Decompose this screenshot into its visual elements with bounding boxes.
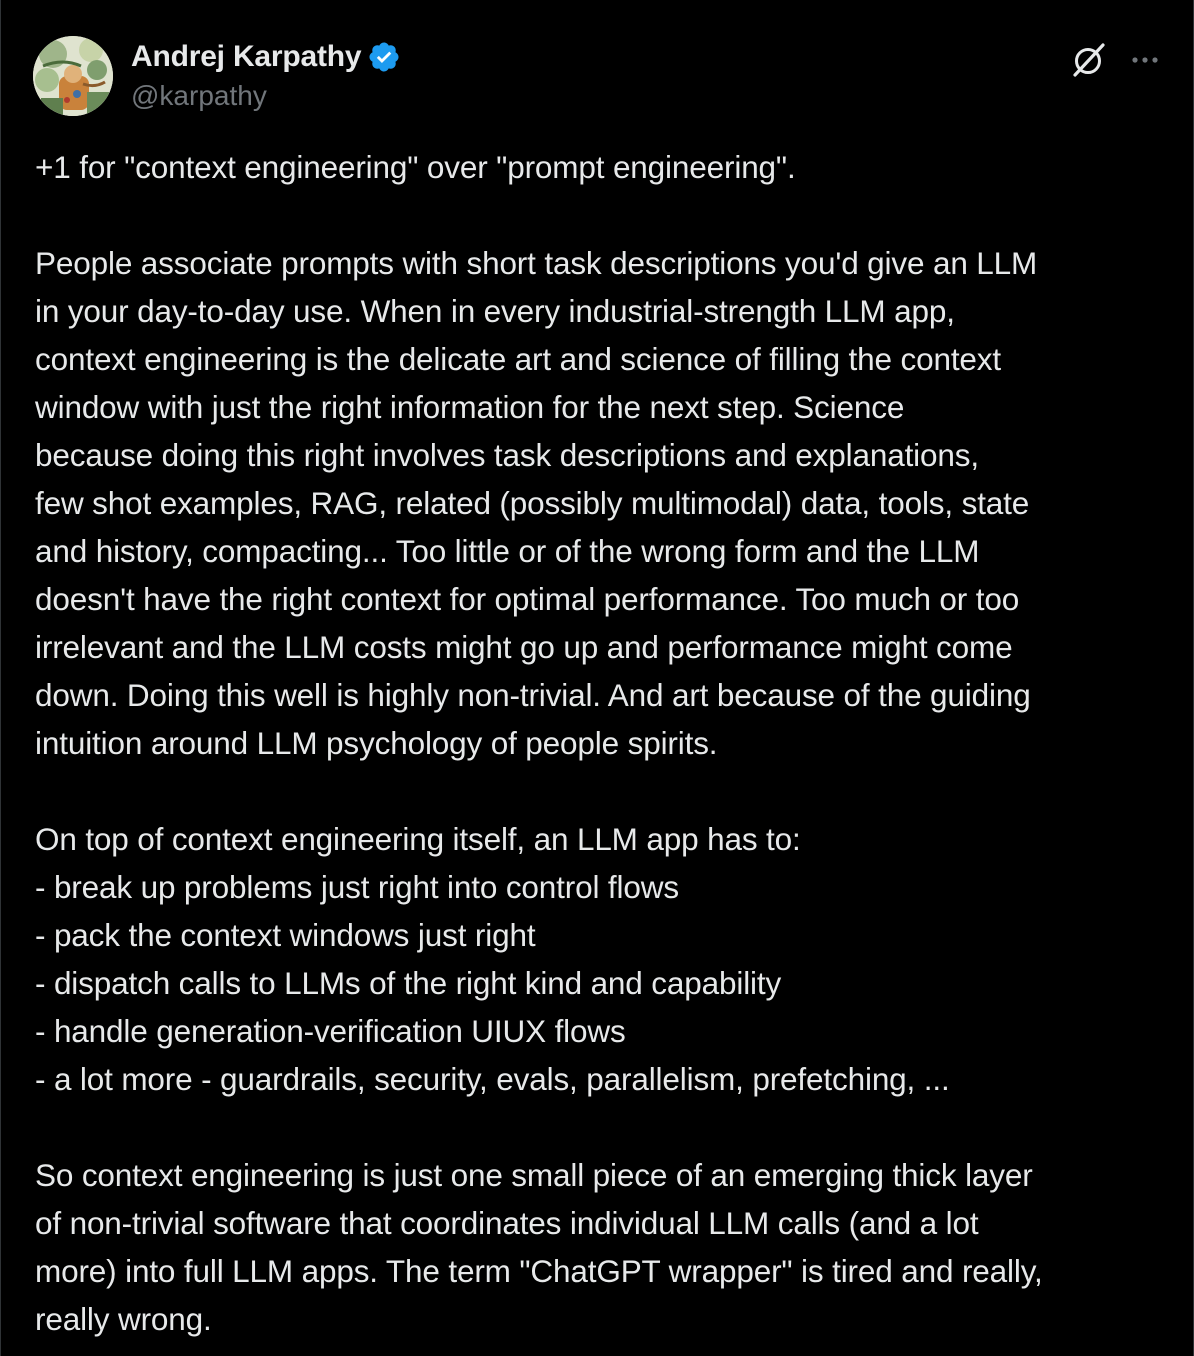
text-line: more) into full LLM apps. The term "ChatGPT wrapper" is tired and really, xyxy=(35,1253,1043,1289)
grok-icon[interactable] xyxy=(1069,40,1109,80)
tweet-text xyxy=(35,143,1175,1343)
text-line: People associate prompts with short task descriptions you'd give an LLM xyxy=(35,245,1038,281)
avatar-image xyxy=(33,36,113,116)
text-line: few shot examples, RAG, related (possibly multimodal) data, tools, state xyxy=(35,485,1030,521)
display-name-row xyxy=(131,38,401,76)
tweet-header xyxy=(33,34,1163,118)
list-item: - break up problems just right into control flows xyxy=(35,869,679,905)
list-item: - dispatch calls to LLMs of the right kind and capability xyxy=(35,965,782,1001)
profile-avatar[interactable] xyxy=(33,36,113,116)
text-line: in your day-to-day use. When in every industrial-strength LLM app, xyxy=(35,293,955,329)
tweet-paragraph xyxy=(35,239,1175,767)
list-item: - a lot more - guardrails, security, evals, parallelism, prefetching, ... xyxy=(35,1061,950,1097)
text-line: of non-trivial software that coordinates individual LLM calls (and a lot xyxy=(35,1205,979,1241)
list-item: - handle generation-verification UIUX flows xyxy=(35,1013,626,1049)
text-line: window with just the right information for the next step. Science xyxy=(35,389,905,425)
author-handle[interactable]: @karpathy xyxy=(131,80,267,111)
tweet-paragraph xyxy=(35,815,1175,1103)
more-options-icon[interactable] xyxy=(1127,42,1163,78)
text-line: really wrong. xyxy=(35,1301,212,1337)
text-line: On top of context engineering itself, an LLM app has to: xyxy=(35,821,801,857)
text-line: irrelevant and the LLM costs might go up and performance might come xyxy=(35,629,1013,665)
tweet-paragraph xyxy=(35,143,1175,191)
author-display-name[interactable]: Andrej Karpathy xyxy=(131,40,362,73)
author-names xyxy=(131,38,401,112)
text-line: context engineering is the delicate art and science of filling the context xyxy=(35,341,1002,377)
text-line: down. Doing this well is highly non-trivial. And art because of the guiding xyxy=(35,677,1031,713)
list-item: - pack the context windows just right xyxy=(35,917,536,953)
verified-badge-icon[interactable] xyxy=(367,40,401,74)
header-actions xyxy=(1069,40,1163,80)
text-line: intuition around LLM psychology of people spirits. xyxy=(35,725,718,761)
tweet-paragraph xyxy=(35,1151,1175,1343)
text-line: because doing this right involves task descriptions and explanations, xyxy=(35,437,979,473)
text-line: doesn't have the right context for optimal performance. Too much or too xyxy=(35,581,1020,617)
text-line: So context engineering is just one small piece of an emerging thick layer xyxy=(35,1157,1033,1193)
text-line: and history, compacting... Too little or of the wrong form and the LLM xyxy=(35,533,980,569)
text-line: +1 for "context engineering" over "prompt engineering". xyxy=(35,149,796,185)
